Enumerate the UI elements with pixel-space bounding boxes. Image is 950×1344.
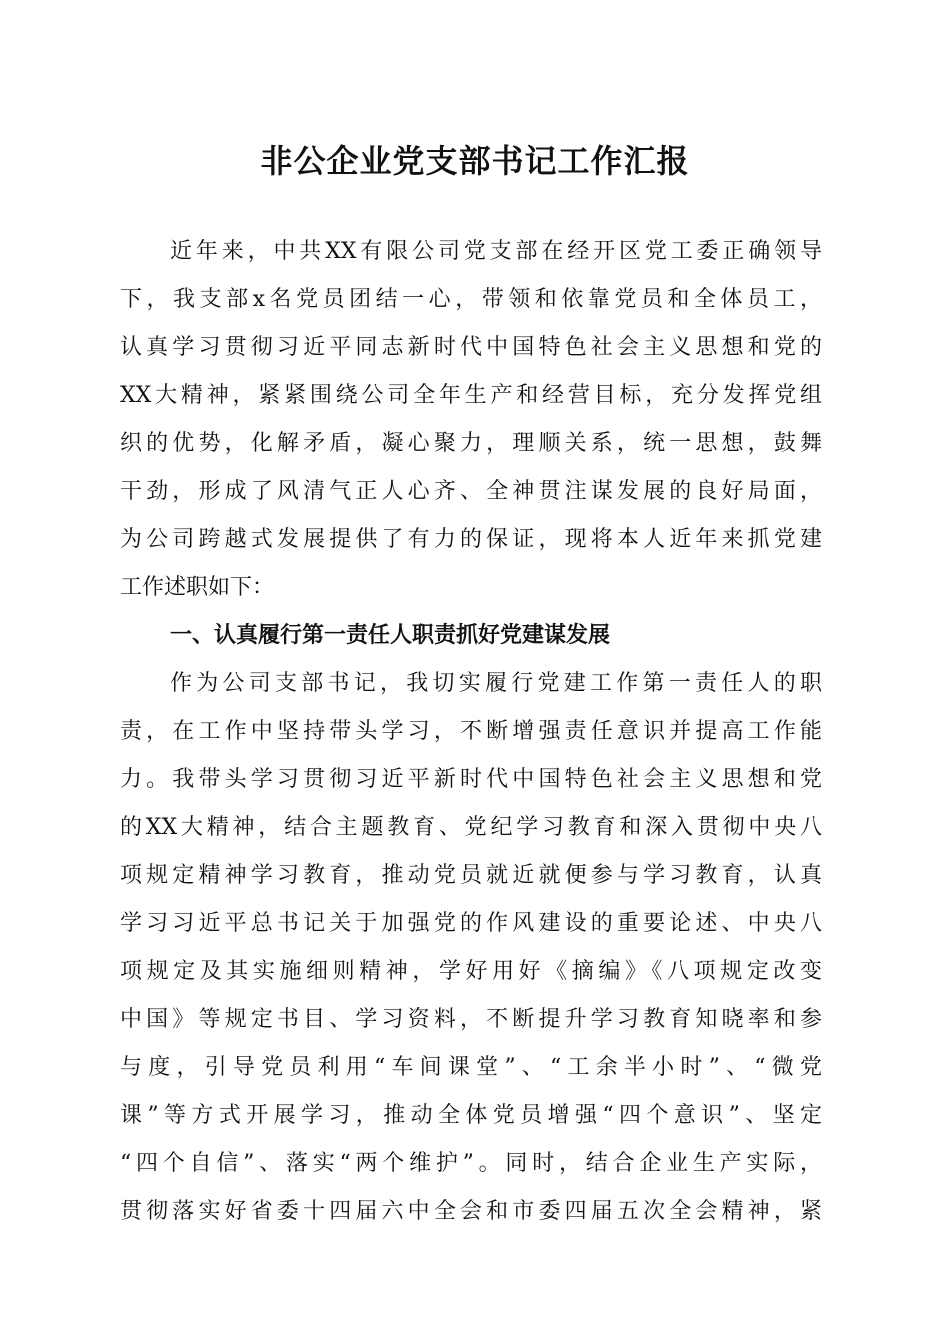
paragraph-2-line-1: 作为公司支部书记，我切实履行党建工作第一责任人的职 [170, 671, 822, 696]
paragraph-2-line-11: “四个自信”、落实“两个维护”。同时，结合企业生产实际， [120, 1151, 822, 1176]
paragraph-2-line-3: 力。我带头学习贯彻习近平新时代中国特色社会主义思想和党 [120, 767, 822, 792]
paragraph-2-line-6: 学习习近平总书记关于加强党的作风建设的重要论述、中央八 [120, 911, 822, 936]
paragraph-1-line-3: 认真学习贯彻习近平同志新时代中国特色社会主义思想和党的 [120, 335, 822, 360]
paragraph-1-line-2: 下，我支部x名党员团结一心，带领和依靠党员和全体员工， [120, 287, 822, 312]
paragraph-2-line-5: 项规定精神学习教育，推动党员就近就便参与学习教育，认真 [120, 863, 822, 888]
paragraph-2-line-10: 课”等方式开展学习，推动全体党员增强“四个意识”、坚定 [120, 1103, 822, 1128]
paragraph-1-line-6: 干劲，形成了风清气正人心齐、全神贯注谋发展的良好局面， [120, 479, 822, 504]
paragraph-1-line-4: XX大精神，紧紧围绕公司全年生产和经营目标，充分发挥党组 [120, 383, 822, 408]
paragraph-1-line-7: 为公司跨越式发展提供了有力的保证，现将本人近年来抓党建 [120, 527, 822, 552]
paragraph-1-line-5: 织的优势，化解矛盾，凝心聚力，理顺关系，统一思想，鼓舞 [120, 431, 822, 456]
paragraph-2-line-2: 责，在工作中坚持带头学习，不断增强责任意识并提高工作能 [120, 719, 822, 744]
paragraph-2-line-8: 中国》等规定书目、学习资料，不断提升学习教育知晓率和参 [120, 1007, 822, 1032]
paragraph-1-line-1: 近年来，中共XX有限公司党支部在经开区党工委正确领导 [170, 239, 822, 264]
paragraph-2-line-12: 贯彻落实好省委十四届六中全会和市委四届五次全会精神，紧 [120, 1199, 822, 1224]
paragraph-2-line-7: 项规定及其实施细则精神，学好用好《摘编》《八项规定改变 [120, 959, 822, 984]
paragraph-1-line-8: 工作述职如下： [120, 575, 275, 600]
document-title: 非公企业党支部书记工作汇报 [260, 142, 690, 180]
paragraph-2-line-9: 与度，引导党员利用“车间课堂”、“工余半小时”、“微党 [120, 1055, 822, 1080]
section-heading: 一、认真履行第一责任人职责抓好党建谋发展 [170, 623, 611, 648]
paragraph-2-line-4: 的XX大精神，结合主题教育、党纪学习教育和深入贯彻中央八 [120, 815, 822, 840]
